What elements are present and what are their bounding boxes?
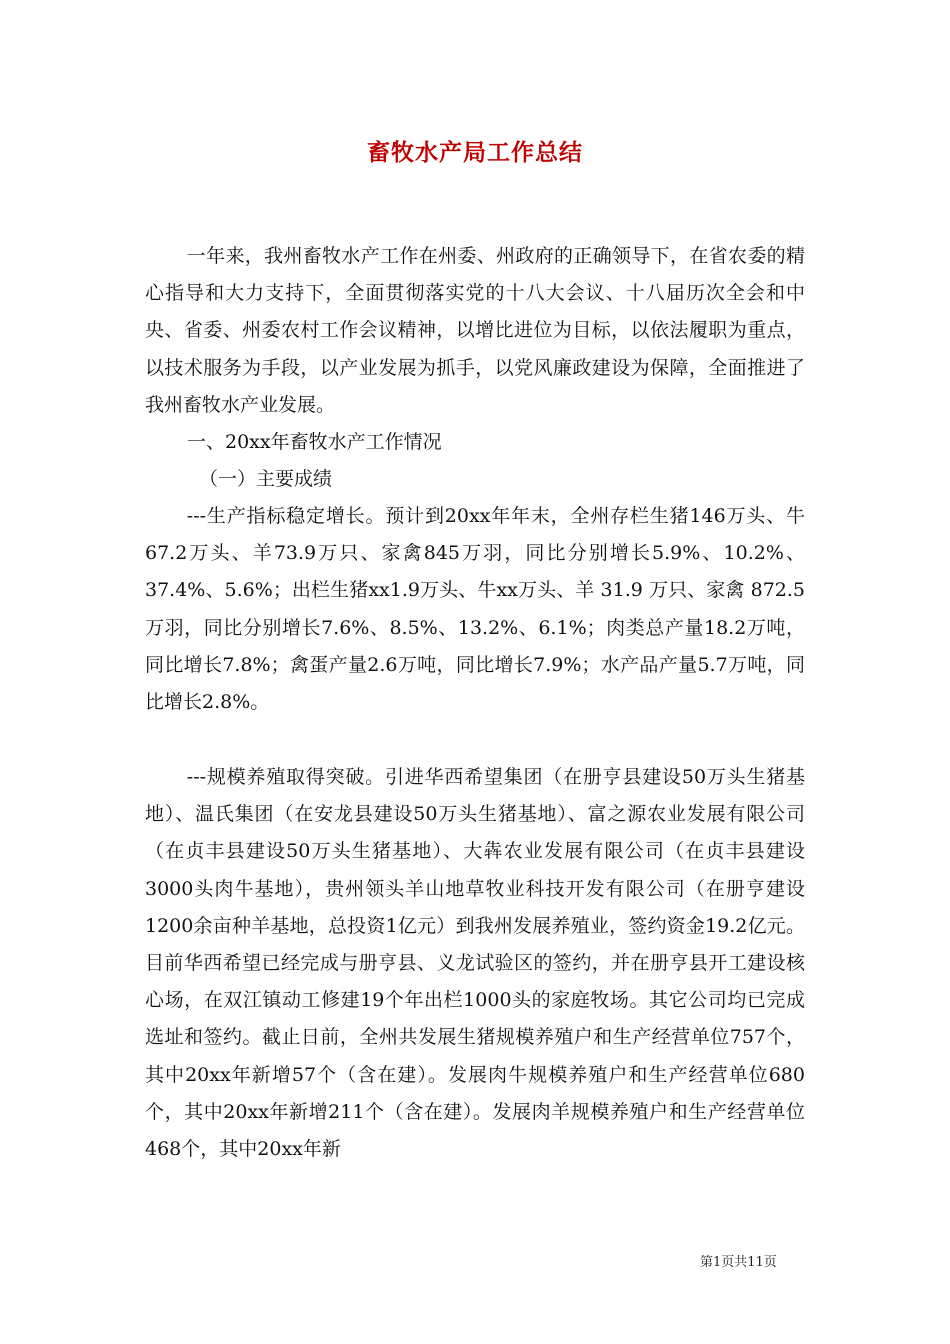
section-heading: 一、20xx年畜牧水产工作情况 [187,431,442,453]
scale-farming-paragraph: ---规模养殖取得突破。引进华西希望集团（在册亨县建设50万头生猪基地）、温氏集团（在安龙县建设50万头生猪基地）、富之源农业发展有限公司（在贞丰县建设50万头生猪基地）、大犇农业发展有限公司（在贞丰县建设3000头肉牛基地），贵州领头羊山地草牧业科技开发有限公司（在册亨建设1200余亩种羊基地，总投资1亿元）到我州发展养殖业，签约资金19.2亿元。目前华西希望已经完成与册亨县、义龙试验区的签约，并在册亨县开工建设核心场，在双江镇动工修建19个年出栏1000头的家庭牧场。其它公司均已完成选址和签约。截止日前，全州共发展生猪规模养殖户和生产经营单位757个，其中20xx年新增57个（含在建）。发展肉牛规模养殖户和生产经营单位680个，其中20xx年新增211个（含在建）。发展肉羊规模养殖户和生产经营单位468个，其中20xx年新 [145,766,805,1161]
page-number: 第1页共11页 [700,1255,777,1270]
production-paragraph: ---生产指标稳定增长。预计到20xx年年末，全州存栏生猪146万头、牛67.2万头、羊73.9万只、家禽845万羽，同比分别增长5.9%、10.2%、37.4%、5.6%；出栏生猪xx1.9万头、牛xx万头、羊 31.9 万只、家禽 872.5 万羽，同比分别增长7.6%、8.5%、13.2%、6.1%；肉类总产量18.2万吨，同比增长7.8%；禽蛋产量2.6万吨，同比增长7.9%；水产品产量5.7万吨，同比增长2.8%。 [145,505,805,714]
document-title: 畜牧水产局工作总结 [367,139,583,166]
intro-paragraph: 一年来，我州畜牧水产工作在州委、州政府的正确领导下，在省农委的精心指导和大力支持下，全面贯彻落实党的十八大会议、十八届历次全会和中央、省委、州委农村工作会议精神，以增比进位为目标，以依法履职为重点，以技术服务为手段，以产业发展为抓手，以党风廉政建设为保障，全面推进了我州畜牧水产业发展。 [145,245,805,416]
subsection-heading: （一）主要成绩 [199,468,333,490]
